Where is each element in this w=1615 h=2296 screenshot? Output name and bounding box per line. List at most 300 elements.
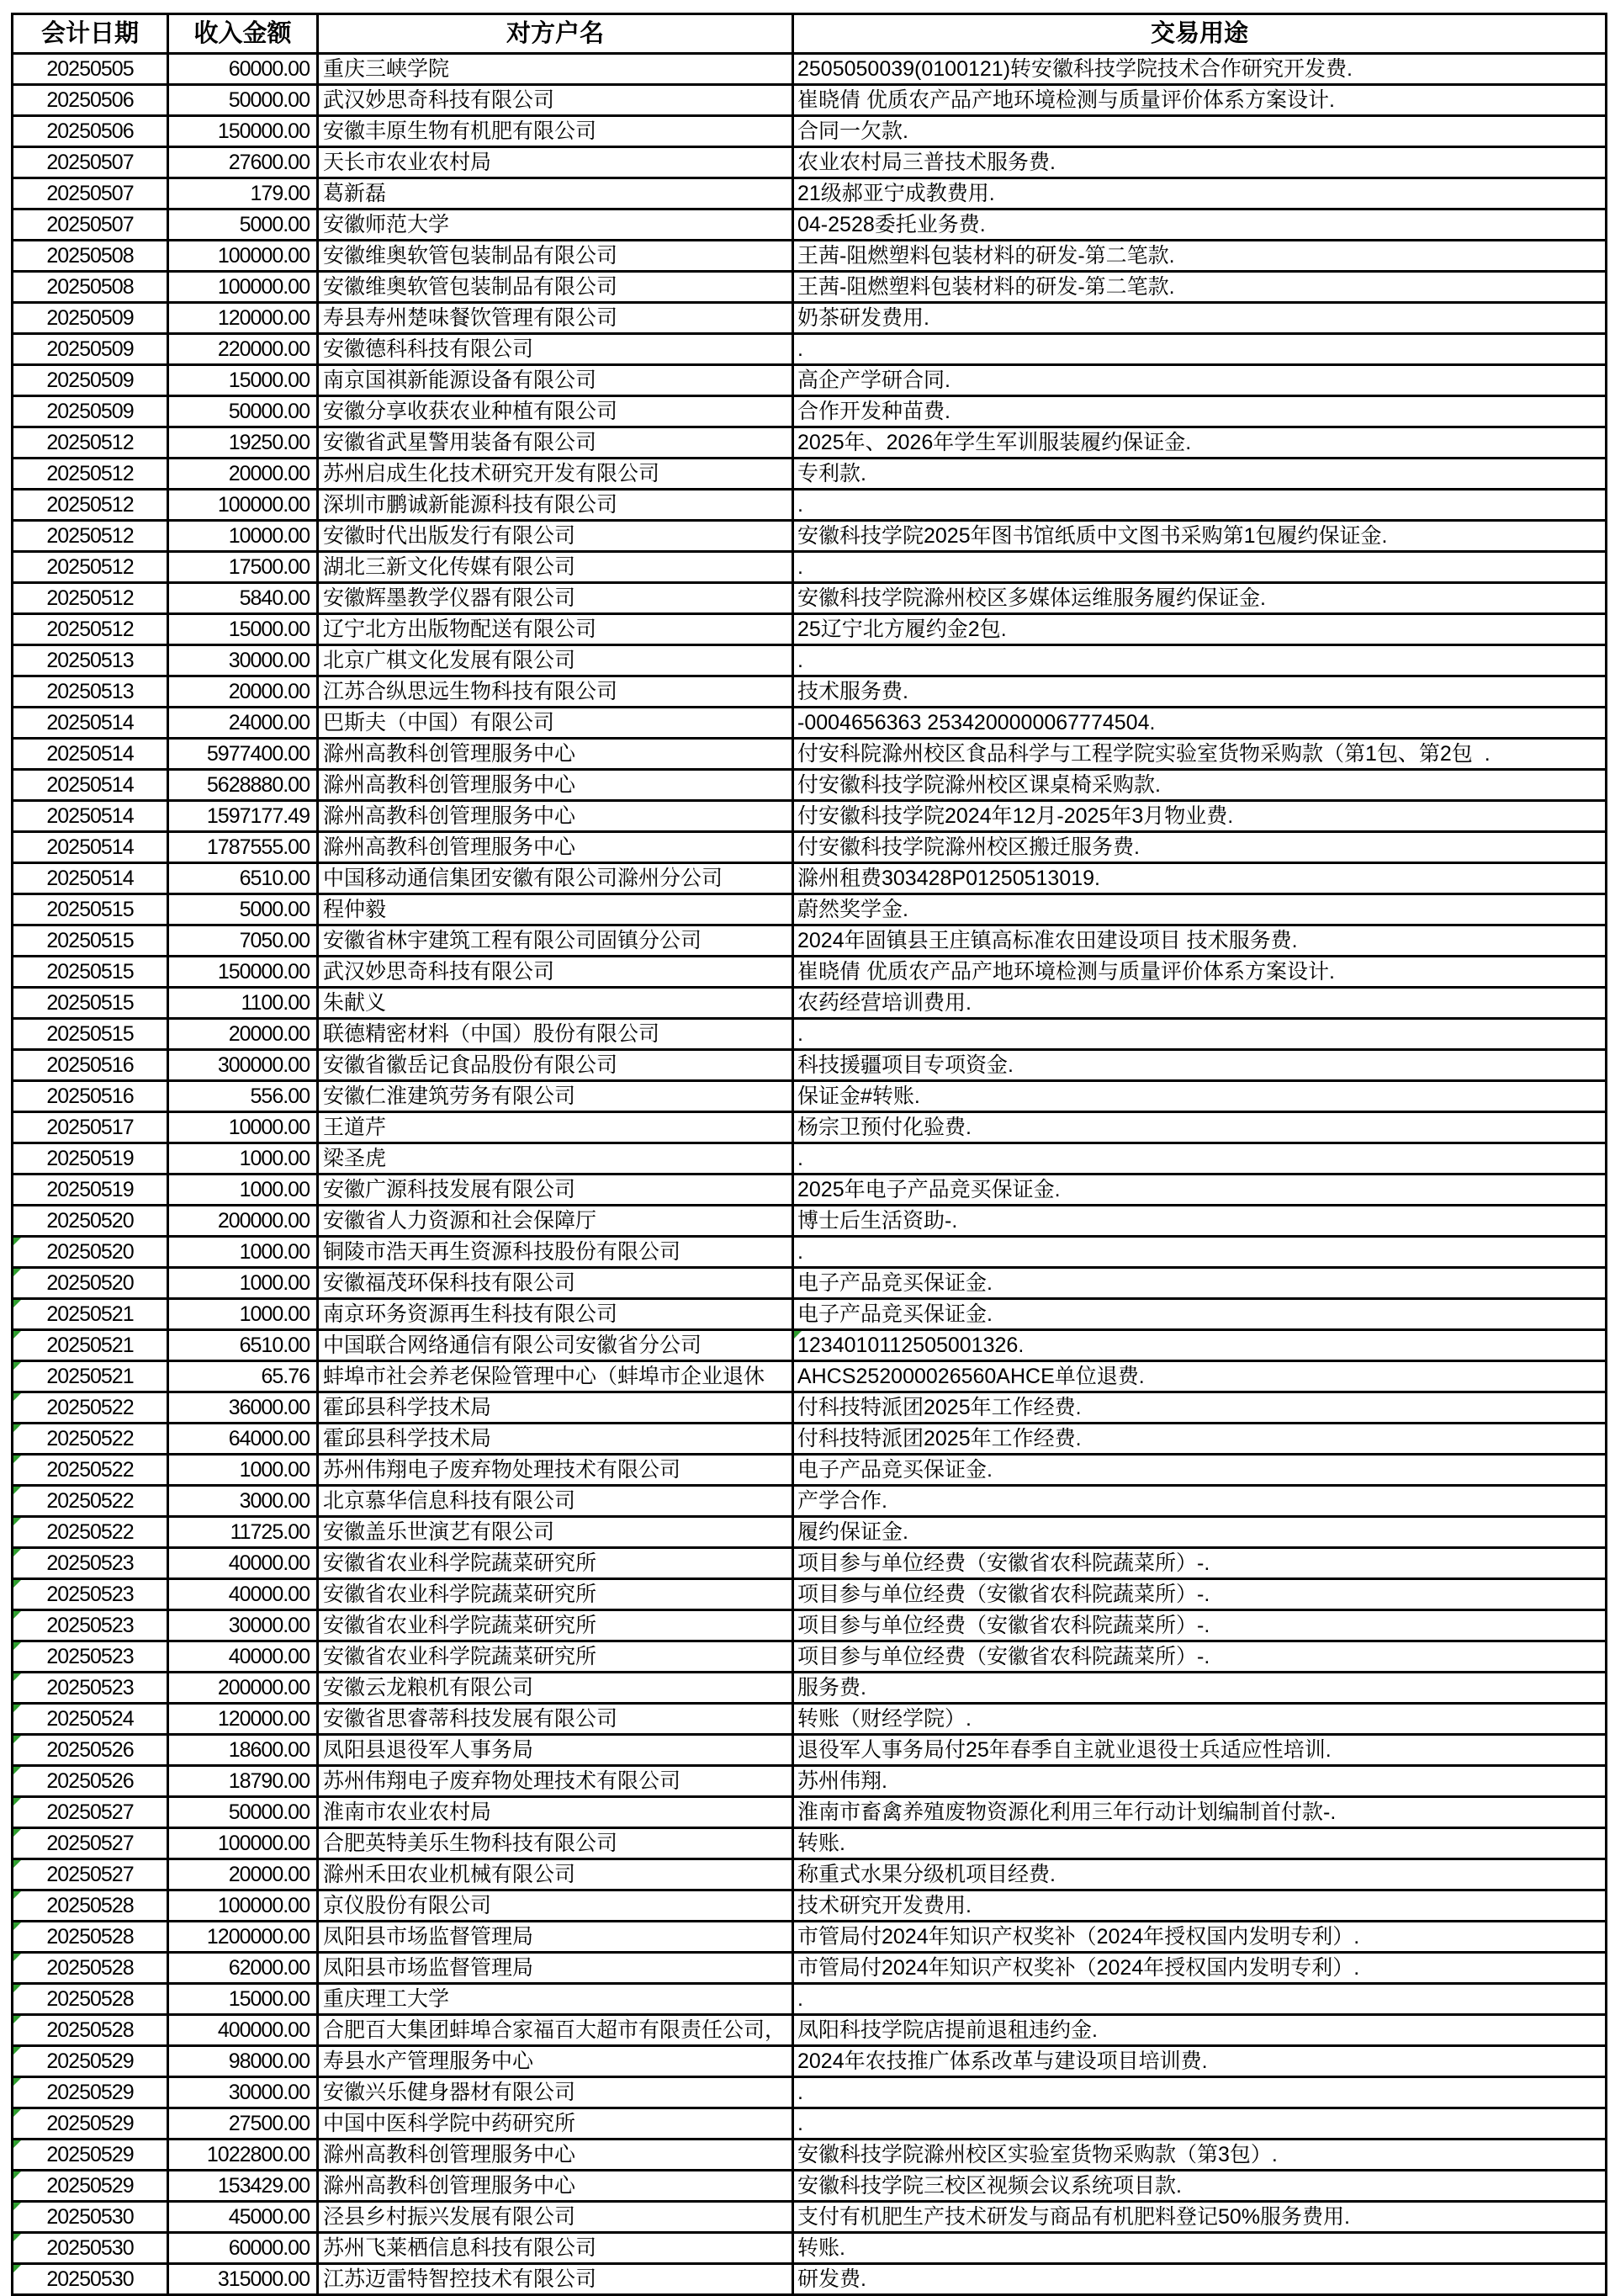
income-amount-cell: 556.00 [168, 1081, 318, 1112]
accounting-date-cell: 20250522 [13, 1424, 168, 1455]
income-amount-cell: 60000.00 [168, 54, 318, 85]
transaction-purpose-cell: 25辽宁北方履约金2包. [793, 614, 1607, 645]
counterparty-name-cell: 淮南市农业农村局 [318, 1797, 793, 1828]
transaction-purpose-cell: 履约保证金. [793, 1517, 1607, 1548]
table-row [13, 1455, 1607, 1486]
counterparty-name-cell: 苏州启成生化技术研究开发有限公司 [318, 459, 793, 490]
table-row [13, 1392, 1607, 1424]
accounting-date-cell: 20250515 [13, 925, 168, 957]
income-amount-cell: 10000.00 [168, 521, 318, 552]
table-row [13, 1548, 1607, 1579]
transaction-purpose-cell: 安徽科技学院三校区视频会议系统项目款. [793, 2171, 1607, 2202]
income-amount-cell: 120000.00 [168, 303, 318, 334]
counterparty-name-cell: 滁州高教科创管理服务中心 [318, 770, 793, 801]
transaction-purpose-cell: 2024年固镇县王庄镇高标准农田建设项目 技术服务费. [793, 925, 1607, 957]
accounting-date-cell: 20250520 [13, 1206, 168, 1237]
transaction-purpose-cell: 电子产品竞买保证金. [793, 1455, 1607, 1486]
counterparty-name-cell: 安徽维奥软管包装制品有限公司 [318, 241, 793, 272]
income-amount-cell: 30000.00 [168, 2077, 318, 2108]
income-amount-cell: 5000.00 [168, 209, 318, 241]
transaction-purpose-cell: . [793, 552, 1607, 583]
income-amount-cell: 20000.00 [168, 459, 318, 490]
accounting-date-cell: 20250529 [13, 2077, 168, 2108]
table-row [13, 1112, 1607, 1143]
income-amount-cell: 60000.00 [168, 2233, 318, 2264]
transaction-purpose-cell: 安徽科技学院滁州校区实验室货物采购款（第3包）. [793, 2140, 1607, 2171]
income-amount-cell: 200000.00 [168, 1673, 318, 1704]
transaction-purpose-cell: 淮南市畜禽养殖废物资源化利用三年行动计划编制首付款-. [793, 1797, 1607, 1828]
table-row [13, 1704, 1607, 1735]
income-amount-cell: 100000.00 [168, 241, 318, 272]
counterparty-name-cell: 湖北三新文化传媒有限公司 [318, 552, 793, 583]
table-row [13, 1019, 1607, 1050]
counterparty-name-cell: 寿县寿州楚味餐饮管理有限公司 [318, 303, 793, 334]
table-row [13, 770, 1607, 801]
transaction-purpose-cell: 2025年、2026年学生军训服装履约保证金. [793, 427, 1607, 459]
accounting-date-cell: 20250520 [13, 1237, 168, 1268]
counterparty-name-cell: 安徽德科科技有限公司 [318, 334, 793, 365]
accounting-date-cell: 20250505 [13, 54, 168, 85]
income-amount-cell: 40000.00 [168, 1548, 318, 1579]
income-amount-cell: 6510.00 [168, 1330, 318, 1361]
counterparty-name-cell: 安徽省人力资源和社会保障厅 [318, 1206, 793, 1237]
accounting-date-cell: 20250515 [13, 894, 168, 925]
transaction-purpose-cell: 转账. [793, 1828, 1607, 1859]
counterparty-name-cell: 梁圣虎 [318, 1143, 793, 1175]
accounting-date-cell: 20250514 [13, 770, 168, 801]
transaction-purpose-cell: . [793, 645, 1607, 676]
table-row [13, 894, 1607, 925]
accounting-date-cell: 20250526 [13, 1735, 168, 1766]
table-row [13, 614, 1607, 645]
accounting-date-cell: 20250514 [13, 801, 168, 832]
table-row [13, 801, 1607, 832]
income-amount-cell: 45000.00 [168, 2202, 318, 2233]
column-header-income-amount: 收入金额 [168, 14, 318, 54]
transaction-purpose-cell: . [793, 1143, 1607, 1175]
transaction-purpose-cell: 付安科院滁州校区食品科学与工程学院实验室货物采购款（第1包、第2包 . [793, 739, 1607, 770]
table-row [13, 1673, 1607, 1704]
transaction-purpose-cell: . [793, 2077, 1607, 2108]
accounting-date-cell: 20250512 [13, 614, 168, 645]
counterparty-name-cell: 北京慕华信息科技有限公司 [318, 1486, 793, 1517]
transaction-purpose-cell: -0004656363 2534200000067774504. [793, 708, 1607, 739]
income-amount-cell: 1000.00 [168, 1455, 318, 1486]
transaction-purpose-cell: 农药经营培训费用. [793, 988, 1607, 1019]
income-amount-cell: 100000.00 [168, 490, 318, 521]
counterparty-name-cell: 中国中医科学院中药研究所 [318, 2108, 793, 2140]
accounting-date-cell: 20250506 [13, 85, 168, 116]
transaction-purpose-cell: AHCS252000026560AHCE单位退费. [793, 1361, 1607, 1392]
accounting-date-cell: 20250508 [13, 272, 168, 303]
accounting-date-cell: 20250522 [13, 1455, 168, 1486]
table-row [13, 708, 1607, 739]
transaction-purpose-cell: 电子产品竞买保证金. [793, 1268, 1607, 1299]
counterparty-name-cell: 安徽省武星警用装备有限公司 [318, 427, 793, 459]
table-row [13, 2015, 1607, 2046]
table-row [13, 1206, 1607, 1237]
transaction-purpose-cell: 王茜-阻燃塑料包装材料的研发-第二笔款. [793, 272, 1607, 303]
table-row [13, 1579, 1607, 1610]
accounting-date-cell: 20250507 [13, 147, 168, 178]
table-row [13, 54, 1607, 85]
counterparty-name-cell: 滁州高教科创管理服务中心 [318, 739, 793, 770]
table-row [13, 427, 1607, 459]
counterparty-name-cell: 蚌埠市社会养老保险管理中心（蚌埠市企业退休 [318, 1361, 793, 1392]
income-amount-cell: 50000.00 [168, 396, 318, 427]
transaction-purpose-cell: 研发费. [793, 2264, 1607, 2295]
accounting-date-cell: 20250527 [13, 1797, 168, 1828]
income-amount-cell: 1000.00 [168, 1299, 318, 1330]
counterparty-name-cell: 安徽辉墨教学仪器有限公司 [318, 583, 793, 614]
accounting-date-cell: 20250520 [13, 1268, 168, 1299]
income-amount-cell: 1200000.00 [168, 1922, 318, 1953]
income-amount-cell: 19250.00 [168, 427, 318, 459]
accounting-date-cell: 20250530 [13, 2233, 168, 2264]
income-amount-cell: 315000.00 [168, 2264, 318, 2295]
accounting-date-cell: 20250513 [13, 645, 168, 676]
income-amount-cell: 24000.00 [168, 708, 318, 739]
table-row [13, 1330, 1607, 1361]
income-amount-cell: 20000.00 [168, 676, 318, 708]
accounting-date-cell: 20250515 [13, 1019, 168, 1050]
counterparty-name-cell: 滁州高教科创管理服务中心 [318, 2171, 793, 2202]
transaction-purpose-cell: 04-2528委托业务费. [793, 209, 1607, 241]
accounting-date-cell: 20250509 [13, 334, 168, 365]
table-row [13, 1953, 1607, 1984]
accounting-date-cell: 20250513 [13, 676, 168, 708]
table-row [13, 2108, 1607, 2140]
transaction-purpose-cell: 科技援疆项目专项资金. [793, 1050, 1607, 1081]
table-row [13, 2046, 1607, 2077]
table-row [13, 1859, 1607, 1890]
accounting-date-cell: 20250529 [13, 2046, 168, 2077]
transaction-purpose-cell: 合同一欠款. [793, 116, 1607, 147]
table-row [13, 1299, 1607, 1330]
transaction-purpose-cell: 项目参与单位经费（安徽省农科院蔬菜所）-. [793, 1548, 1607, 1579]
counterparty-name-cell: 中国移动通信集团安徽有限公司滁州分公司 [318, 863, 793, 894]
table-body [13, 54, 1607, 2295]
counterparty-name-cell: 江苏合纵思远生物科技有限公司 [318, 676, 793, 708]
income-amount-cell: 1000.00 [168, 1143, 318, 1175]
counterparty-name-cell: 王道芹 [318, 1112, 793, 1143]
income-amount-cell: 150000.00 [168, 116, 318, 147]
counterparty-name-cell: 安徽省思睿蒂科技发展有限公司 [318, 1704, 793, 1735]
income-amount-cell: 5840.00 [168, 583, 318, 614]
accounting-date-cell: 20250523 [13, 1673, 168, 1704]
income-amount-cell: 1597177.49 [168, 801, 318, 832]
table-row [13, 1424, 1607, 1455]
counterparty-name-cell: 霍邱县科学技术局 [318, 1392, 793, 1424]
table-row [13, 676, 1607, 708]
table-row [13, 1735, 1607, 1766]
income-amount-cell: 98000.00 [168, 2046, 318, 2077]
transaction-purpose-cell: 1234010112505001326. [793, 1330, 1607, 1361]
transaction-purpose-cell: 崔晓倩 优质农产品产地环境检测与质量评价体系方案设计. [793, 957, 1607, 988]
table-row [13, 334, 1607, 365]
transaction-purpose-cell: 支付有机肥生产技术研发与商品有机肥料登记50%服务费用. [793, 2202, 1607, 2233]
income-amount-cell: 100000.00 [168, 1890, 318, 1922]
transaction-purpose-cell: . [793, 1984, 1607, 2015]
counterparty-name-cell: 联德精密材料（中国）股份有限公司 [318, 1019, 793, 1050]
accounting-date-cell: 20250506 [13, 116, 168, 147]
income-amount-cell: 1000.00 [168, 1268, 318, 1299]
counterparty-name-cell: 安徽仁淮建筑劳务有限公司 [318, 1081, 793, 1112]
counterparty-name-cell: 寿县水产管理服务中心 [318, 2046, 793, 2077]
income-amount-cell: 15000.00 [168, 614, 318, 645]
table-row [13, 863, 1607, 894]
table-row [13, 459, 1607, 490]
table-row [13, 552, 1607, 583]
table-row [13, 1922, 1607, 1953]
counterparty-name-cell: 安徽省农业科学院蔬菜研究所 [318, 1641, 793, 1673]
table-row [13, 85, 1607, 116]
income-amount-cell: 17500.00 [168, 552, 318, 583]
transaction-purpose-cell: 保证金#转账. [793, 1081, 1607, 1112]
table-row [13, 1641, 1607, 1673]
transaction-purpose-cell: 王茜-阻燃塑料包装材料的研发-第二笔款. [793, 241, 1607, 272]
income-amount-cell: 153429.00 [168, 2171, 318, 2202]
counterparty-name-cell: 凤阳县市场监督管理局 [318, 1953, 793, 1984]
transactions-table [11, 13, 1607, 2296]
income-amount-cell: 100000.00 [168, 1828, 318, 1859]
accounting-date-cell: 20250507 [13, 178, 168, 209]
transaction-purpose-cell: . [793, 490, 1607, 521]
income-amount-cell: 18790.00 [168, 1766, 318, 1797]
transaction-purpose-cell: . [793, 1019, 1607, 1050]
accounting-date-cell: 20250526 [13, 1766, 168, 1797]
accounting-date-cell: 20250521 [13, 1361, 168, 1392]
table-row [13, 1890, 1607, 1922]
accounting-date-cell: 20250528 [13, 1922, 168, 1953]
table-row [13, 832, 1607, 863]
transaction-purpose-cell: 市管局付2024年知识产权奖补（2024年授权国内发明专利）. [793, 1953, 1607, 1984]
income-amount-cell: 1100.00 [168, 988, 318, 1019]
accounting-date-cell: 20250519 [13, 1143, 168, 1175]
transaction-purpose-cell: 崔晓倩 优质农产品产地环境检测与质量评价体系方案设计. [793, 85, 1607, 116]
income-amount-cell: 50000.00 [168, 85, 318, 116]
table-row [13, 739, 1607, 770]
accounting-date-cell: 20250527 [13, 1859, 168, 1890]
table-row [13, 365, 1607, 396]
counterparty-name-cell: 凤阳县市场监督管理局 [318, 1922, 793, 1953]
counterparty-name-cell: 安徽广源科技发展有限公司 [318, 1175, 793, 1206]
table-row [13, 490, 1607, 521]
income-amount-cell: 20000.00 [168, 1859, 318, 1890]
transaction-purpose-cell: 滁州租费303428P01250513019. [793, 863, 1607, 894]
accounting-date-cell: 20250512 [13, 490, 168, 521]
table-row [13, 957, 1607, 988]
accounting-date-cell: 20250514 [13, 739, 168, 770]
transaction-purpose-cell: 项目参与单位经费（安徽省农科院蔬菜所）-. [793, 1641, 1607, 1673]
counterparty-name-cell: 苏州伟翔电子废弃物处理技术有限公司 [318, 1766, 793, 1797]
income-amount-cell: 10000.00 [168, 1112, 318, 1143]
counterparty-name-cell: 滁州禾田农业机械有限公司 [318, 1859, 793, 1890]
table-row [13, 1268, 1607, 1299]
counterparty-name-cell: 重庆三峡学院 [318, 54, 793, 85]
counterparty-name-cell: 安徽兴乐健身器材有限公司 [318, 2077, 793, 2108]
counterparty-name-cell: 安徽盖乐世演艺有限公司 [318, 1517, 793, 1548]
table-row [13, 147, 1607, 178]
table-row [13, 988, 1607, 1019]
transaction-purpose-cell: 蔚然奖学金. [793, 894, 1607, 925]
transaction-purpose-cell: 电子产品竞买保证金. [793, 1299, 1607, 1330]
transaction-purpose-cell: 合作开发种苗费. [793, 396, 1607, 427]
accounting-date-cell: 20250516 [13, 1050, 168, 1081]
income-amount-cell: 150000.00 [168, 957, 318, 988]
accounting-date-cell: 20250528 [13, 2015, 168, 2046]
transaction-purpose-cell: . [793, 2108, 1607, 2140]
counterparty-name-cell: 安徽省农业科学院蔬菜研究所 [318, 1548, 793, 1579]
income-amount-cell: 5628880.00 [168, 770, 318, 801]
transaction-purpose-cell: 2505050039(0100121)转安徽科技学院技术合作研究开发费. [793, 54, 1607, 85]
counterparty-name-cell: 安徽省农业科学院蔬菜研究所 [318, 1579, 793, 1610]
accounting-date-cell: 20250528 [13, 1984, 168, 2015]
transaction-purpose-cell: 博士后生活资助-. [793, 1206, 1607, 1237]
accounting-date-cell: 20250512 [13, 583, 168, 614]
income-amount-cell: 20000.00 [168, 1019, 318, 1050]
counterparty-name-cell: 安徽维奥软管包装制品有限公司 [318, 272, 793, 303]
income-amount-cell: 1000.00 [168, 1237, 318, 1268]
income-amount-cell: 7050.00 [168, 925, 318, 957]
accounting-date-cell: 20250529 [13, 2140, 168, 2171]
income-amount-cell: 18600.00 [168, 1735, 318, 1766]
transaction-purpose-cell: 退役军人事务局付25年春季自主就业退役士兵适应性培训. [793, 1735, 1607, 1766]
table-row [13, 209, 1607, 241]
transaction-purpose-cell: 21级郝亚宁成教费用. [793, 178, 1607, 209]
income-amount-cell: 6510.00 [168, 863, 318, 894]
table-row [13, 1237, 1607, 1268]
column-header-accounting-date: 会计日期 [13, 14, 168, 54]
accounting-date-cell: 20250516 [13, 1081, 168, 1112]
counterparty-name-cell: 安徽师范大学 [318, 209, 793, 241]
counterparty-name-cell: 安徽省林宇建筑工程有限公司固镇分公司 [318, 925, 793, 957]
counterparty-name-cell: 苏州伟翔电子废弃物处理技术有限公司 [318, 1455, 793, 1486]
table-row [13, 241, 1607, 272]
accounting-date-cell: 20250509 [13, 303, 168, 334]
accounting-date-cell: 20250523 [13, 1610, 168, 1641]
transaction-purpose-cell: . [793, 334, 1607, 365]
income-amount-cell: 64000.00 [168, 1424, 318, 1455]
table-row [13, 1984, 1607, 2015]
accounting-date-cell: 20250530 [13, 2264, 168, 2295]
counterparty-name-cell: 中国联合网络通信有限公司安徽省分公司 [318, 1330, 793, 1361]
table-row [13, 272, 1607, 303]
income-amount-cell: 15000.00 [168, 365, 318, 396]
accounting-date-cell: 20250509 [13, 365, 168, 396]
income-amount-cell: 179.00 [168, 178, 318, 209]
transaction-purpose-cell: 2025年电子产品竞买保证金. [793, 1175, 1607, 1206]
accounting-date-cell: 20250512 [13, 459, 168, 490]
transaction-purpose-cell: 付安徽科技学院滁州校区课桌椅采购款. [793, 770, 1607, 801]
table-row [13, 1766, 1607, 1797]
accounting-date-cell: 20250529 [13, 2108, 168, 2140]
table-row [13, 2264, 1607, 2295]
transaction-purpose-cell: 服务费. [793, 1673, 1607, 1704]
counterparty-name-cell: 葛新磊 [318, 178, 793, 209]
income-amount-cell: 30000.00 [168, 1610, 318, 1641]
accounting-date-cell: 20250527 [13, 1828, 168, 1859]
table-row [13, 1050, 1607, 1081]
counterparty-name-cell: 武汉妙思奇科技有限公司 [318, 957, 793, 988]
transaction-purpose-cell: 凤阳科技学院店提前退租违约金. [793, 2015, 1607, 2046]
counterparty-name-cell: 滁州高教科创管理服务中心 [318, 832, 793, 863]
counterparty-name-cell: 天长市农业农村局 [318, 147, 793, 178]
transaction-purpose-cell: 付安徽科技学院滁州校区搬迁服务费. [793, 832, 1607, 863]
accounting-date-cell: 20250514 [13, 863, 168, 894]
accounting-date-cell: 20250524 [13, 1704, 168, 1735]
accounting-date-cell: 20250523 [13, 1579, 168, 1610]
table-row [13, 396, 1607, 427]
table-row [13, 521, 1607, 552]
transaction-purpose-cell: 项目参与单位经费（安徽省农科院蔬菜所）-. [793, 1610, 1607, 1641]
income-amount-cell: 120000.00 [168, 1704, 318, 1735]
transaction-purpose-cell: 农业农村局三普技术服务费. [793, 147, 1607, 178]
transaction-purpose-cell: 安徽科技学院2025年图书馆纸质中文图书采购第1包履约保证金. [793, 521, 1607, 552]
counterparty-name-cell: 深圳市鹏诚新能源科技有限公司 [318, 490, 793, 521]
transaction-purpose-cell: 安徽科技学院滁州校区多媒体运维服务履约保证金. [793, 583, 1607, 614]
transaction-purpose-cell: 称重式水果分级机项目经费. [793, 1859, 1607, 1890]
counterparty-name-cell: 安徽云龙粮机有限公司 [318, 1673, 793, 1704]
transaction-purpose-cell: 技术服务费. [793, 676, 1607, 708]
income-amount-cell: 1022800.00 [168, 2140, 318, 2171]
counterparty-name-cell: 南京国祺新能源设备有限公司 [318, 365, 793, 396]
counterparty-name-cell: 凤阳县退役军人事务局 [318, 1735, 793, 1766]
counterparty-name-cell: 南京环务资源再生科技有限公司 [318, 1299, 793, 1330]
counterparty-name-cell: 滁州高教科创管理服务中心 [318, 2140, 793, 2171]
table-row [13, 1517, 1607, 1548]
counterparty-name-cell: 巴斯夫（中国）有限公司 [318, 708, 793, 739]
counterparty-name-cell: 辽宁北方出版物配送有限公司 [318, 614, 793, 645]
income-amount-cell: 62000.00 [168, 1953, 318, 1984]
transaction-purpose-cell: 苏州伟翔. [793, 1766, 1607, 1797]
accounting-date-cell: 20250514 [13, 708, 168, 739]
table-row [13, 2202, 1607, 2233]
counterparty-name-cell: 安徽省徽岳记食品股份有限公司 [318, 1050, 793, 1081]
transaction-purpose-cell: 奶茶研发费用. [793, 303, 1607, 334]
accounting-date-cell: 20250528 [13, 1953, 168, 1984]
counterparty-name-cell: 程仲毅 [318, 894, 793, 925]
counterparty-name-cell: 安徽时代出版发行有限公司 [318, 521, 793, 552]
counterparty-name-cell: 安徽分享收获农业种植有限公司 [318, 396, 793, 427]
income-amount-cell: 5977400.00 [168, 739, 318, 770]
counterparty-name-cell: 合肥英特美乐生物科技有限公司 [318, 1828, 793, 1859]
accounting-date-cell: 20250515 [13, 957, 168, 988]
table-row [13, 1081, 1607, 1112]
table-row [13, 925, 1607, 957]
accounting-date-cell: 20250512 [13, 552, 168, 583]
counterparty-name-cell: 江苏迈雷特智控技术有限公司 [318, 2264, 793, 2295]
table-row [13, 1828, 1607, 1859]
transaction-purpose-cell: 转账（财经学院）. [793, 1704, 1607, 1735]
transaction-purpose-cell: . [793, 1237, 1607, 1268]
counterparty-name-cell: 滁州高教科创管理服务中心 [318, 801, 793, 832]
counterparty-name-cell: 朱献义 [318, 988, 793, 1019]
income-amount-cell: 200000.00 [168, 1206, 318, 1237]
accounting-date-cell: 20250512 [13, 521, 168, 552]
income-amount-cell: 100000.00 [168, 272, 318, 303]
income-amount-cell: 65.76 [168, 1361, 318, 1392]
counterparty-name-cell: 北京广棋文化发展有限公司 [318, 645, 793, 676]
transaction-purpose-cell: 产学合作. [793, 1486, 1607, 1517]
accounting-date-cell: 20250514 [13, 832, 168, 863]
income-amount-cell: 220000.00 [168, 334, 318, 365]
counterparty-name-cell: 安徽福茂环保科技有限公司 [318, 1268, 793, 1299]
counterparty-name-cell: 霍邱县科学技术局 [318, 1424, 793, 1455]
counterparty-name-cell: 安徽省农业科学院蔬菜研究所 [318, 1610, 793, 1641]
transaction-purpose-cell: 转账. [793, 2233, 1607, 2264]
transaction-purpose-cell: 付科技特派团2025年工作经费. [793, 1424, 1607, 1455]
